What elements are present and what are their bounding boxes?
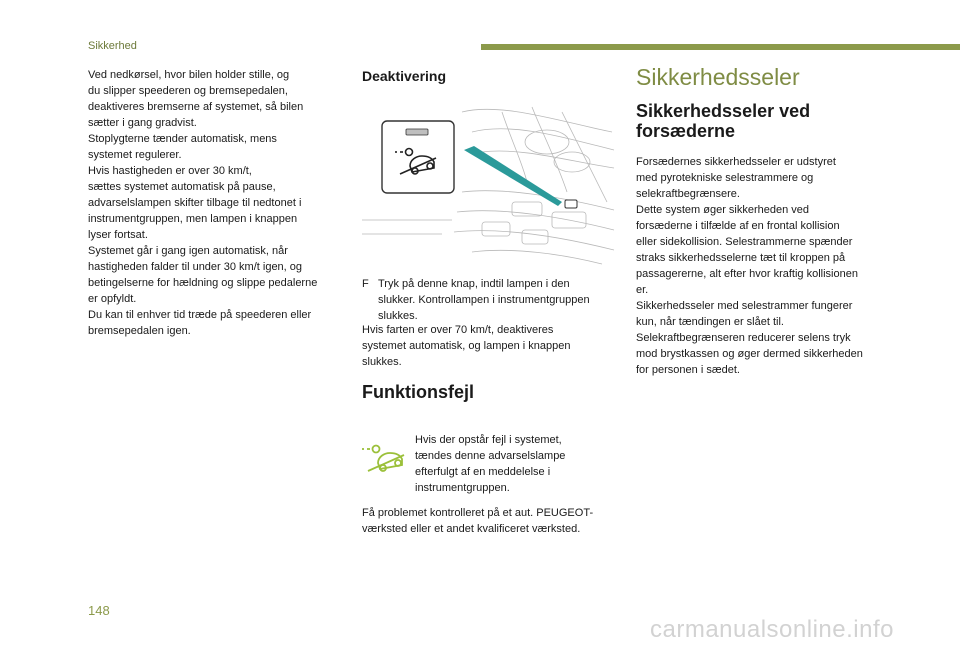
deaktivering-paragraph [362, 322, 617, 370]
funktionsfejl-after-text: Få problemet kontrolleret på et aut. PEUGEOT- værksted eller et andet kvalificeret værksted. [362, 507, 594, 535]
chapter-subtitle: Sikkerhedsseler ved forsæderne [636, 101, 811, 141]
deaktivering-heading: Deaktivering [362, 68, 447, 84]
funktionsfejl-desc-text: Hvis der opstår fejl i systemet, tændes denne advarselslampe efterfulgt af en meddelelse i instrumentgruppen. [415, 434, 566, 494]
right-column-paragraph: Forsædernes sikkerhedsseler er udstyret med pyrotekniske selestrammere og selekraftbegrænsere. Dette system øger sikkerheden ved forsæderne i tilfælde af en frontal kollision eller sidekollision. Selestrammerne spænder straks sikkerhedsselerne tæt til kroppen på passagererne, alt efter hvor kraftig kollisionen er. Sikkerhedsseler med selestrammer fungerer kun, når tændingen er slået til. Selekraftbegrænseren reducerer selens tryk mod brystkassen og øger dermed sikkerheden for personen i sædet. [636, 156, 863, 376]
hill-descent-button-illustration [362, 102, 616, 266]
left-column-text [88, 67, 338, 339]
funktionsfejl-description [415, 432, 615, 496]
right-column-text [636, 154, 891, 378]
bullet-text: Tryk på denne knap, indtil lampen i den slukker. Kontrollampen i instrumentgruppen slukkes. [378, 278, 590, 322]
hill-descent-warning-lamp-icon [362, 441, 406, 475]
funktionsfejl-paragraph [362, 505, 622, 537]
section-header-bar [481, 44, 960, 50]
section-header-label: Sikkerhed [88, 40, 137, 52]
chapter-title: Sikkerhedsseler [636, 64, 800, 90]
deaktivering-bullet [362, 276, 617, 324]
funktionsfejl-heading: Funktionsfejl [362, 382, 474, 402]
bullet-marker: F [362, 278, 369, 290]
watermark-text: carmanualsonline.info [650, 616, 894, 643]
deaktivering-after-text: Hvis farten er over 70 km/t, deaktiveres systemet automatisk, og lampen i knappen slukkes. [362, 324, 571, 368]
page-number: 148 [88, 603, 110, 618]
left-column-paragraph: Ved nedkørsel, hvor bilen holder stille, og du slipper speederen og bremsepedalen, deaktiveres bremserne af systemet, så bilen sætter i gang gradvist. Stoplygterne tænder automatisk, mens systemet regulerer. Hvis hastigheden er over 30 km/t, sættes systemet automatisk på pause, advarselslampen skifter tilbage til nedtonet i instrumentgruppen, men lampen i knappen lyser fortsat. Systemet går i gang igen automatisk, når hastigheden falder til under 30 km/t igen, og betingelserne for hældning og slippe pedalerne er opfyldt. Du kan til enhver tid træde på speederen eller bremsepedalen igen. [88, 69, 318, 337]
